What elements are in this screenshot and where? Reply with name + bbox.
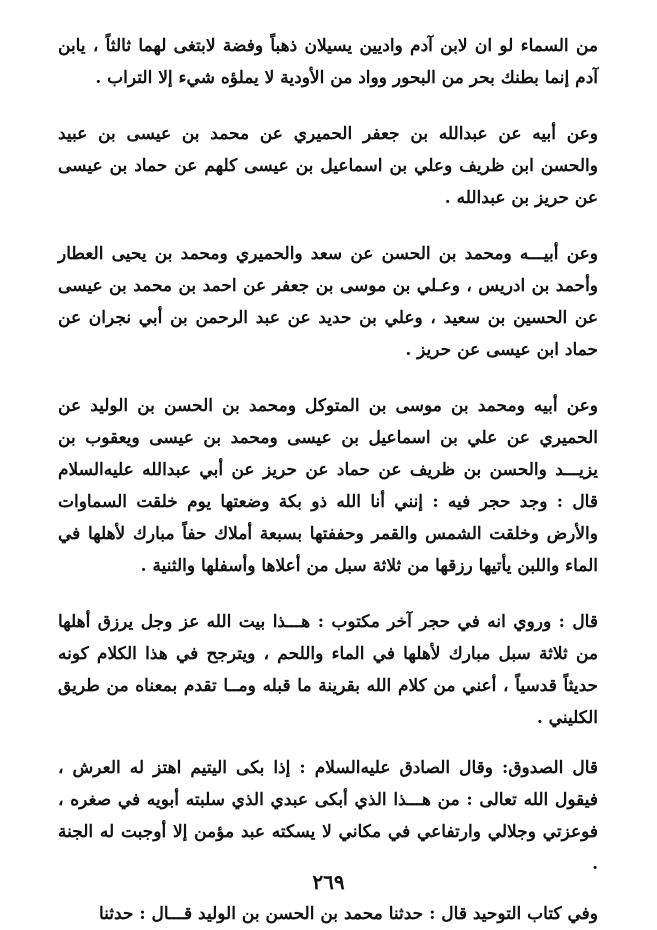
- paragraph-5: قال : وروي انه في حجر آخر مكتوب : هـــذا بيت الله عز وجل يرزق أهلها من ثلاثة سبل مبارك لأهلها في الماء واللحم ، ويترجح في هذا الكلام كونه حديثاً قدسياً ، أعني من كلام الله بقرينة ما قبله ومــا تقدم بمعناه من طريق الكليني .: [58, 612, 598, 728]
- page-body: [58, 30, 598, 930]
- paragraph-4: وعن أبيه ومحمد بن موسى بن المتوكل ومحمد بن الحسن بن الوليد عن الحميري عن علي بن اسماعيل بن عيسى ومحمد بن عيسى ويعقوب بن يزيـــد والحسن بن ظريف عن حماد عن حريز عن أبي عبدالله عليه‌السلام قال : وجد حجر فيه : إنني أنا الله ذو بكة وضعتها يوم خلقت السماوات والأرض وخلقت الشمس والقمر وحففتها بسبعة أملاك حفاً مبارك لأهلها في الماء واللبن يأتيها رزقها من ثلاثة سبل من أعلاها وأسفلها والثنية .: [58, 396, 598, 576]
- paragraph-1: من السماء لو ان لابن آدم واديين يسيلان ذهباً وفضة لابتغى لهما ثالثاً ، يابن آدم إنما بطنك بحر من البحور وواد من الأودية لا يملؤه شيء إلا التراب .: [58, 36, 598, 88]
- paragraph-2: وعن أبيه عن عبدالله بن جعفر الحميري عن محمد بن عيسى بن عبيد والحسن ابن ظريف وعلي بن اسماعيل بن عيسى كلهم عن حماد بن عيسى عن حريز بن عبدالله .: [58, 124, 598, 208]
- page-number: ٢٦٩: [312, 870, 345, 894]
- paragraph-3: وعن أبيـــه ومحمد بن الحسن عن سعد والحميري ومحمد بن يحيى العطار وأحمد بن ادريس ، وعـلي بن موسى بن جعفر عن احمد بن محمد بن عيسى عن الحسين بن سعيد ، وعلي بن حديد عن عبد الرحمن بن أبي نجران عن حماد ابن عيسى عن حريز .: [58, 244, 598, 360]
- paragraph-6: قال الصدوق: وقال الصادق عليه‌السلام : إذا بكى اليتيم اهتز له العرش ، فيقول الله تعالى : من هـــذا الذي أبكى عبدي الذي سلبته أبويه في صغره ، فوعزتي وجلالي وارتفاعي في مكاني لا يسكته عبد مؤمن إلا أوجبت له الجنة .: [58, 758, 598, 874]
- paragraph-7: وفي كتاب التوحيد قال : حدثنا محمد بن الحسن بن الوليد قـــال : حدثنا: [98, 904, 598, 924]
